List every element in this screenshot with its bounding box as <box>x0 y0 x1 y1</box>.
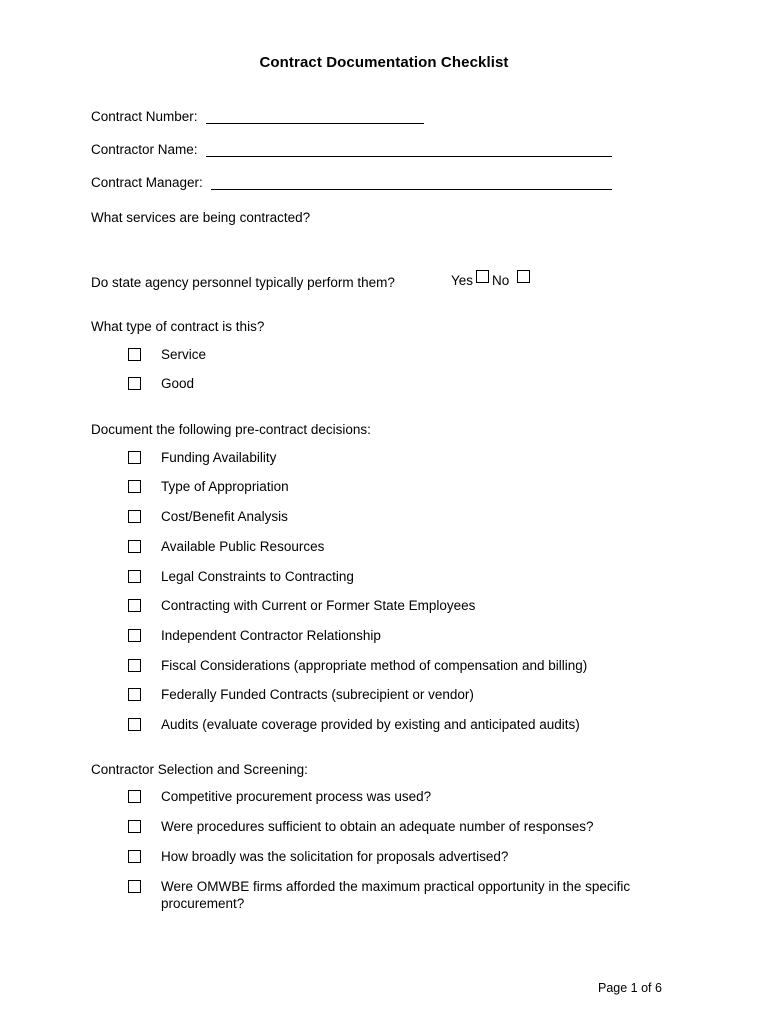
item-label: Were OMWBE firms afforded the maximum practical opportunity in the specific procurement? <box>161 879 631 911</box>
pre-contract-item <box>128 629 666 644</box>
item-label: Cost/Benefit Analysis <box>161 509 288 524</box>
pre-contract-item <box>128 570 666 585</box>
no-label: No <box>492 273 510 288</box>
checkbox[interactable] <box>128 688 141 701</box>
contractor-name-blank[interactable] <box>206 142 612 157</box>
pre-contract-item <box>128 480 666 495</box>
no-checkbox[interactable] <box>517 270 530 283</box>
selection-item <box>128 850 666 865</box>
pre-contract-item <box>128 451 666 466</box>
checkbox[interactable] <box>128 451 141 464</box>
pre-contract-heading: Document the following pre-contract decisions: <box>91 422 371 437</box>
contract-type-item <box>128 348 666 363</box>
checkbox[interactable] <box>128 790 141 803</box>
item-label: Available Public Resources <box>161 539 325 554</box>
checkbox[interactable] <box>128 820 141 833</box>
checkbox[interactable] <box>128 540 141 553</box>
selection-item <box>128 880 666 912</box>
item-label: Good <box>161 376 195 391</box>
yes-checkbox[interactable] <box>476 270 489 283</box>
contract-type-question: What type of contract is this? <box>91 319 265 334</box>
contract-number-field <box>91 109 424 124</box>
checkbox[interactable] <box>128 718 141 731</box>
contractor-name-label: Contractor Name: <box>91 142 198 157</box>
pre-contract-item <box>128 659 666 674</box>
checkbox[interactable] <box>128 629 141 642</box>
item-label: Funding Availability <box>161 450 277 465</box>
item-label: Audits (evaluate coverage provided by existing and anticipated audits) <box>161 717 580 732</box>
contractor-name-field <box>91 142 612 157</box>
pre-contract-item <box>128 688 666 703</box>
contract-manager-blank[interactable] <box>211 175 612 190</box>
services-question: What services are being contracted? <box>91 210 311 225</box>
checkbox[interactable] <box>128 850 141 863</box>
pre-contract-item <box>128 510 666 525</box>
item-label: Federally Funded Contracts (subrecipient or vendor) <box>161 687 474 702</box>
selection-item <box>128 790 666 805</box>
selection-item <box>128 820 666 835</box>
personnel-question: Do state agency personnel typically perform them? <box>91 275 395 290</box>
item-label: Were procedures sufficient to obtain an adequate number of responses? <box>161 819 594 834</box>
contract-type-item <box>128 377 666 392</box>
contract-number-label: Contract Number: <box>91 109 198 124</box>
checkbox[interactable] <box>128 659 141 672</box>
pre-contract-item <box>128 599 666 614</box>
yes-no-group <box>451 273 533 288</box>
checkbox[interactable] <box>128 599 141 612</box>
checkbox[interactable] <box>128 570 141 583</box>
page-number: Page 1 of 6 <box>598 981 662 995</box>
item-label: Independent Contractor Relationship <box>161 628 381 643</box>
selection-heading: Contractor Selection and Screening: <box>91 762 308 777</box>
item-label: Type of Appropriation <box>161 479 289 494</box>
contract-number-blank[interactable] <box>206 109 424 124</box>
checkbox[interactable] <box>128 510 141 523</box>
item-label: Legal Constraints to Contracting <box>161 569 354 584</box>
checkbox[interactable] <box>128 348 141 361</box>
checkbox[interactable] <box>128 377 141 390</box>
checkbox[interactable] <box>128 880 141 893</box>
pre-contract-item <box>128 540 666 555</box>
item-label: Service <box>161 347 207 362</box>
contract-manager-label: Contract Manager: <box>91 175 203 190</box>
checkbox[interactable] <box>128 480 141 493</box>
item-label: Competitive procurement process was used? <box>161 789 432 804</box>
item-label: Contracting with Current or Former State Employees <box>161 598 476 613</box>
yes-label: Yes <box>451 273 474 288</box>
item-label: How broadly was the solicitation for proposals advertised? <box>161 849 509 864</box>
item-label: Fiscal Considerations (appropriate method of compensation and billing) <box>161 658 588 673</box>
pre-contract-item <box>128 718 666 733</box>
page-title: Contract Documentation Checklist <box>259 54 509 71</box>
contract-manager-field <box>91 175 612 190</box>
